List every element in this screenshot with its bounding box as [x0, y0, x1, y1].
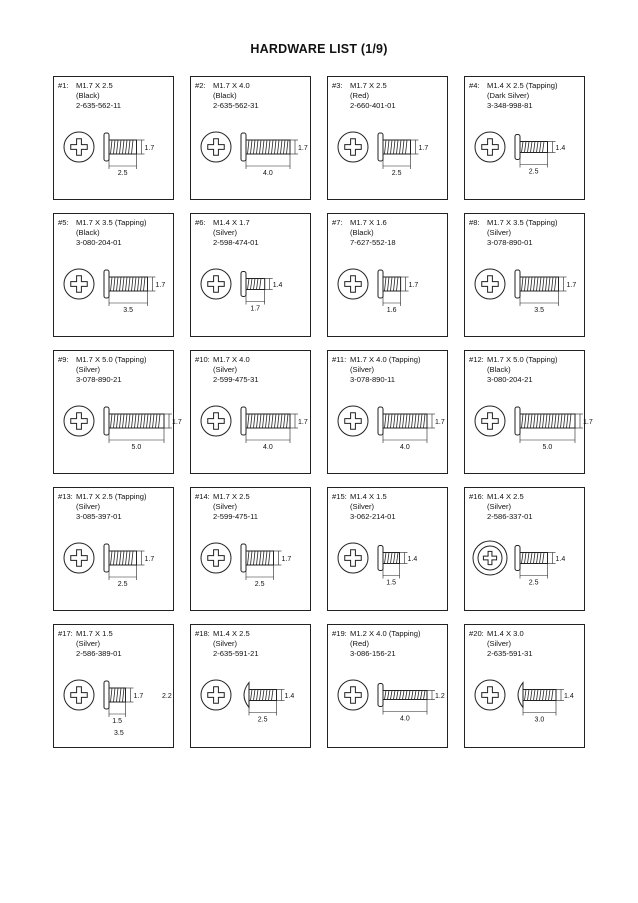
item-number: #1: — [58, 81, 69, 90]
item-color: (Silver) — [487, 502, 512, 511]
head-diameter-label: 2.2 — [162, 693, 172, 700]
screw-head-top-view-icon — [201, 680, 231, 710]
item-number: #19: — [332, 629, 347, 638]
item-part-number: 2-586-337-01 — [487, 512, 533, 521]
item-spec: M1.7 X 2.5 — [76, 81, 113, 90]
length-label: 5.0 — [542, 444, 553, 451]
diameter-dimension — [401, 277, 419, 291]
length-dimension — [246, 154, 290, 177]
screw-head-top-view-icon — [473, 541, 507, 575]
item-color: (Silver) — [350, 365, 375, 374]
item-color: (Silver) — [76, 365, 101, 374]
hardware-item — [53, 487, 174, 611]
page-title: HARDWARE LIST (1/9) — [250, 42, 388, 56]
length-dimension — [246, 428, 290, 451]
length-dimension — [383, 428, 427, 451]
hardware-item — [190, 624, 311, 748]
diameter-dimension — [137, 551, 155, 565]
diameter-dimension — [148, 277, 166, 291]
item-spec: M1.2 X 4.0 (Tapping) — [350, 629, 421, 638]
length-label: 2.5 — [257, 716, 268, 724]
item-spec: M1.4 X 2.5 (Tapping) — [487, 81, 558, 90]
screw-side-view-icon — [518, 683, 556, 708]
length-dimension — [520, 428, 575, 451]
diameter-dimension — [575, 414, 593, 428]
item-spec: M1.7 X 2.5 — [213, 492, 250, 501]
diameter-label: 1.7 — [566, 282, 577, 289]
diameter-dimension — [137, 140, 155, 154]
screw-side-view-icon — [104, 407, 164, 435]
item-number: #10: — [195, 355, 210, 364]
hardware-item — [327, 350, 448, 474]
screw-drawing — [328, 488, 449, 612]
item-color: (Silver) — [76, 502, 101, 511]
screw-side-view-icon — [378, 546, 400, 571]
length-dimension — [520, 564, 548, 587]
length-dimension — [383, 564, 400, 587]
screw-side-view-icon — [515, 270, 559, 298]
screw-side-view-icon — [241, 407, 290, 435]
screw-head-top-view-icon — [64, 406, 94, 436]
item-part-number: 2-660-401-01 — [350, 101, 396, 110]
screw-drawing — [328, 625, 449, 749]
screw-side-view-icon — [378, 270, 401, 298]
screw-drawing — [54, 351, 182, 475]
length-label: 4.0 — [263, 444, 273, 451]
item-spec: M1.4 X 2.5 — [213, 629, 250, 638]
length-label: 1.5 — [112, 718, 122, 725]
length-label: 4.0 — [400, 715, 410, 723]
item-part-number: 3-080-204-21 — [487, 375, 533, 384]
hardware-item — [190, 350, 311, 474]
screw-drawing — [465, 488, 586, 612]
length-dimension — [246, 565, 274, 588]
hardware-grid — [53, 76, 593, 746]
length-label: 1.7 — [250, 305, 261, 313]
length-dimension — [109, 154, 137, 177]
item-spec: M1.7 X 5.0 (Tapping) — [487, 355, 558, 364]
diameter-dimension — [274, 551, 292, 565]
item-part-number: 2-635-591-21 — [213, 649, 259, 658]
diameter-dimension — [265, 279, 283, 290]
length-dimension — [383, 291, 401, 314]
screw-drawing — [328, 214, 449, 338]
screw-drawing — [465, 77, 586, 201]
length-dimension — [520, 153, 548, 176]
item-color: (Dark Silver) — [487, 91, 530, 100]
item-color: (Silver) — [213, 502, 238, 511]
length-dimension — [249, 701, 277, 724]
screw-drawing — [191, 351, 312, 475]
diameter-dimension — [427, 414, 445, 428]
diameter-label: 1.4 — [555, 556, 566, 563]
length-label: 5.0 — [131, 444, 142, 451]
length-label: 2.5 — [528, 168, 539, 176]
item-spec: M1.7 X 4.0 (Tapping) — [350, 355, 421, 364]
item-number: #7: — [332, 218, 343, 227]
hardware-item — [53, 624, 174, 748]
length-label: 2.5 — [254, 581, 265, 588]
item-part-number: 3-086-156-21 — [350, 649, 396, 658]
length-dimension — [383, 700, 427, 723]
diameter-label: 1.4 — [564, 693, 574, 700]
screw-head-top-view-icon — [64, 132, 94, 162]
item-color: (Silver) — [350, 502, 375, 511]
screw-side-view-icon — [378, 684, 427, 707]
diameter-label: 1.4 — [284, 693, 295, 700]
item-part-number: 2-598-474-01 — [213, 238, 259, 247]
item-number: #3: — [332, 81, 343, 90]
item-part-number: 3-348-998-81 — [487, 101, 533, 110]
item-part-number: 3-062-214-01 — [350, 512, 396, 521]
screw-drawing — [191, 488, 312, 612]
screw-head-top-view-icon — [475, 406, 505, 436]
hardware-item — [53, 76, 174, 200]
screw-drawing — [191, 214, 312, 338]
length-label: 4.0 — [400, 444, 410, 451]
screw-head-top-view-icon — [338, 132, 368, 162]
screw-drawing — [328, 351, 449, 475]
item-spec: M1.7 X 3.5 (Tapping) — [487, 218, 558, 227]
screw-side-view-icon — [241, 133, 290, 161]
item-color: (Silver) — [213, 365, 238, 374]
item-color: (Black) — [76, 91, 100, 100]
screw-drawing — [191, 77, 312, 201]
length-label: 2.5 — [528, 579, 539, 587]
item-spec: M1.7 X 2.5 — [350, 81, 387, 90]
item-color: (Silver) — [213, 639, 238, 648]
hardware-item — [464, 624, 585, 748]
item-color: (Red) — [350, 639, 369, 648]
diameter-dimension — [290, 414, 308, 428]
item-number: #14: — [195, 492, 210, 501]
item-spec: M1.7 X 4.0 — [213, 355, 250, 364]
diameter-label: 1.7 — [418, 145, 429, 152]
screw-head-top-view-icon — [64, 543, 94, 573]
item-number: #16: — [469, 492, 484, 501]
diameter-dimension — [548, 142, 566, 153]
hardware-item — [464, 213, 585, 337]
item-spec: M1.7 X 4.0 — [213, 81, 250, 90]
diameter-label: 1.4 — [272, 282, 283, 289]
item-part-number: 3-078-890-21 — [76, 375, 122, 384]
item-color: (Black) — [213, 91, 237, 100]
hardware-item — [327, 487, 448, 611]
item-color: (Silver) — [487, 639, 512, 648]
diameter-label: 1.7 — [298, 145, 308, 152]
length-dimension — [109, 702, 126, 725]
screw-side-view-icon — [378, 407, 427, 435]
diameter-label: 1.7 — [144, 556, 155, 563]
screw-head-top-view-icon — [201, 132, 231, 162]
length-label: 3.0 — [534, 716, 545, 724]
length-label: 3.5 — [534, 307, 544, 314]
screw-head-top-view-icon — [475, 132, 505, 162]
diameter-label: 1.7 — [583, 419, 593, 426]
screw-head-top-view-icon — [338, 543, 368, 573]
diameter-dimension — [411, 140, 429, 154]
diameter-label: 1.7 — [281, 556, 292, 563]
item-spec: M1.4 X 1.5 — [350, 492, 387, 501]
hardware-item — [464, 76, 585, 200]
diameter-label: 1.2 — [435, 693, 445, 700]
item-color: (Black) — [76, 228, 100, 237]
item-number: #20: — [469, 629, 484, 638]
item-color: (Silver) — [76, 639, 101, 648]
item-number: #9: — [58, 355, 69, 364]
length-label: 2.5 — [391, 170, 402, 177]
item-number: #8: — [469, 218, 480, 227]
screw-head-top-view-icon — [338, 406, 368, 436]
item-spec: M1.7 X 3.5 (Tapping) — [76, 218, 147, 227]
diameter-label: 1.7 — [144, 145, 155, 152]
diameter-dimension — [556, 690, 574, 701]
diameter-dimension — [548, 553, 566, 564]
item-number: #17: — [58, 629, 73, 638]
length-label: 2.5 — [117, 170, 128, 177]
length-dimension — [520, 291, 559, 314]
hardware-item — [53, 213, 174, 337]
item-part-number: 2-586-389-01 — [76, 649, 122, 658]
screw-side-view-icon — [515, 407, 575, 435]
screw-head-top-view-icon — [475, 269, 505, 299]
length-label: 1.5 — [386, 579, 396, 587]
item-number: #5: — [58, 218, 69, 227]
hardware-item — [53, 350, 182, 474]
screw-head-top-view-icon — [338, 269, 368, 299]
length-dimension — [246, 290, 265, 313]
length-dimension — [523, 701, 556, 724]
diameter-label: 1.4 — [407, 556, 418, 563]
screw-drawing — [465, 214, 586, 338]
screw-side-view-icon — [241, 272, 265, 297]
screw-drawing — [54, 214, 175, 338]
item-color: (Red) — [350, 91, 369, 100]
item-part-number: 2-599-475-11 — [213, 512, 259, 521]
item-color: (Silver) — [487, 228, 512, 237]
length-label: 2.5 — [117, 581, 128, 588]
item-spec: M1.4 X 2.5 — [487, 492, 524, 501]
item-part-number: 3-080-204-01 — [76, 238, 122, 247]
item-part-number: 7-627-552-18 — [350, 238, 396, 247]
length-label: 4.0 — [263, 170, 273, 177]
diameter-dimension — [400, 553, 418, 564]
screw-drawing — [465, 625, 586, 749]
screw-head-top-view-icon — [475, 680, 505, 710]
item-number: #2: — [195, 81, 206, 90]
item-part-number: 2-635-562-31 — [213, 101, 259, 110]
diameter-label: 1.7 — [155, 282, 166, 289]
item-number: #18: — [195, 629, 210, 638]
diameter-label: 1.7 — [298, 419, 308, 426]
length-label: 1.6 — [386, 307, 397, 314]
hardware-item — [327, 76, 448, 200]
item-part-number: 3-078-890-11 — [350, 375, 396, 384]
screw-side-view-icon — [104, 681, 126, 709]
screw-drawing — [191, 625, 312, 749]
hardware-item — [327, 213, 448, 337]
hardware-item — [190, 487, 311, 611]
screw-side-view-icon — [104, 270, 148, 298]
diameter-label: 1.7 — [408, 282, 419, 289]
hardware-item — [464, 487, 585, 611]
item-number: #11: — [332, 355, 347, 364]
diameter-dimension — [290, 140, 308, 154]
item-part-number: 2-635-562-11 — [76, 101, 122, 110]
item-part-number: 2-599-475-31 — [213, 375, 259, 384]
item-number: #4: — [469, 81, 480, 90]
screw-drawing — [465, 351, 593, 475]
item-color: (Silver) — [213, 228, 238, 237]
diameter-dimension — [126, 688, 144, 702]
item-part-number: 2-635-591-31 — [487, 649, 533, 658]
item-number: #15: — [332, 492, 347, 501]
item-color: (Black) — [350, 228, 374, 237]
item-spec: M1.4 X 3.0 — [487, 629, 524, 638]
head-length-label: 3.5 — [114, 730, 124, 737]
screw-head-top-view-icon — [64, 269, 94, 299]
diameter-label: 1.7 — [172, 419, 182, 426]
length-dimension — [109, 565, 137, 588]
diameter-label: 1.4 — [555, 145, 566, 152]
length-dimension — [109, 428, 164, 451]
hardware-item — [464, 350, 593, 474]
item-spec: M1.4 X 1.7 — [213, 218, 250, 227]
screw-drawing — [328, 77, 449, 201]
diameter-label: 1.7 — [133, 693, 144, 700]
item-number: #12: — [469, 355, 484, 364]
screw-head-top-view-icon — [201, 543, 231, 573]
length-label: 3.5 — [123, 307, 133, 314]
item-spec: M1.7 X 5.0 (Tapping) — [76, 355, 147, 364]
item-part-number: 3-085-397-01 — [76, 512, 122, 521]
length-dimension — [109, 291, 148, 314]
item-color: (Black) — [487, 365, 511, 374]
item-spec: M1.7 X 1.6 — [350, 218, 387, 227]
length-dimension — [383, 154, 411, 177]
item-part-number: 3-078-890-01 — [487, 238, 533, 247]
item-spec: M1.7 X 2.5 (Tapping) — [76, 492, 147, 501]
screw-drawing — [54, 625, 175, 749]
screw-head-top-view-icon — [201, 406, 231, 436]
diameter-label: 1.7 — [435, 419, 445, 426]
screw-head-top-view-icon — [201, 269, 231, 299]
hardware-item — [190, 76, 311, 200]
diameter-dimension — [427, 691, 445, 701]
item-number: #6: — [195, 218, 206, 227]
hardware-item — [190, 213, 311, 337]
diameter-dimension — [559, 277, 577, 291]
screw-head-top-view-icon — [64, 680, 94, 710]
diameter-dimension — [277, 690, 295, 701]
screw-drawing — [54, 77, 175, 201]
item-spec: M1.7 X 1.5 — [76, 629, 113, 638]
diameter-dimension — [164, 414, 182, 428]
screw-drawing — [54, 488, 175, 612]
hardware-item — [327, 624, 448, 748]
item-number: #13: — [58, 492, 73, 501]
screw-head-top-view-icon — [338, 680, 368, 710]
